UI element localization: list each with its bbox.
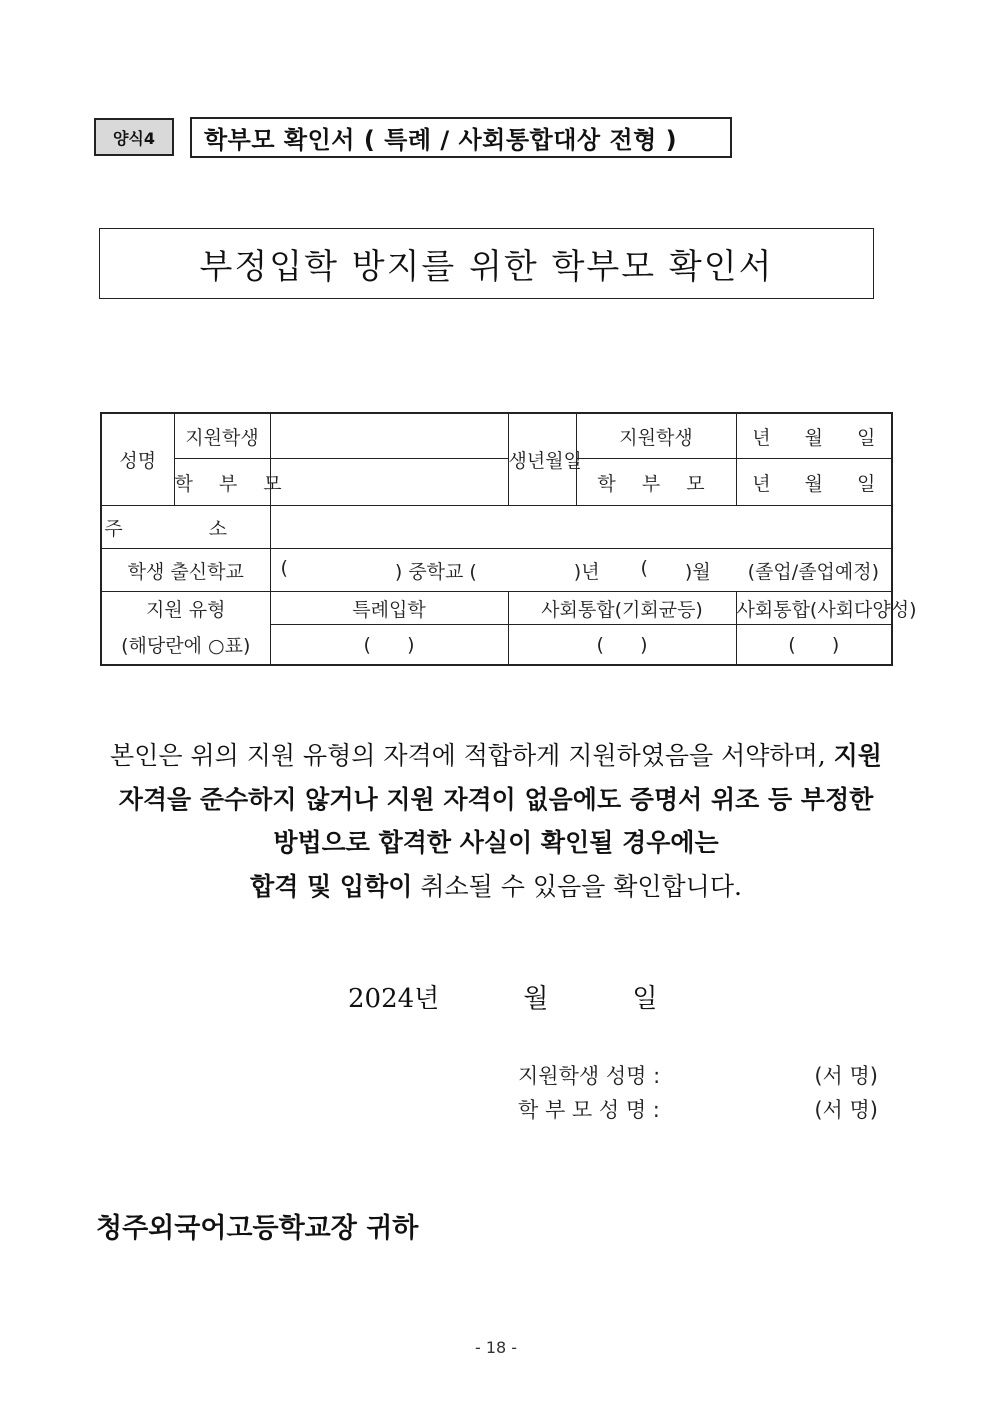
birth-parent-label: 학 부 모 xyxy=(576,459,736,506)
date-year: 2024년 xyxy=(348,984,440,1014)
table-row xyxy=(101,549,892,592)
birth-label: 생년월일 xyxy=(508,413,576,506)
parent-signature-field[interactable]: (서 명) xyxy=(814,1098,878,1122)
school-open-paren: ( xyxy=(280,556,288,579)
pledge-line-4: 합격 및 입학이 취소될 수 있음을 확인합니다. xyxy=(250,871,742,901)
application-type-hint: (해당란에 ○표) xyxy=(121,635,251,657)
type-mark-social-diversity[interactable]: ( ) xyxy=(736,625,892,665)
pledge-line-3: 방법으로 합격한 사실이 확인될 경우에는 xyxy=(273,828,719,857)
applicant-birth-field[interactable] xyxy=(736,413,892,459)
applicant-signature-line xyxy=(518,1060,878,1090)
graduation-month-label: )월 xyxy=(684,560,711,583)
date-day: 일 xyxy=(632,984,658,1014)
parent-signature-line xyxy=(518,1094,878,1124)
type-mark-equal-opportunity[interactable]: ( ) xyxy=(508,625,736,665)
name-label: 성명 xyxy=(101,413,174,506)
table-row xyxy=(101,413,892,459)
application-type-label xyxy=(101,592,270,666)
form-number-tag: 양식4 xyxy=(94,118,174,156)
school-label: 학생 출신학교 xyxy=(101,549,270,592)
addressee: 청주외국어고등학교장 귀하 xyxy=(96,1213,419,1244)
pledge-line-2: 자격을 준수하지 않거나 지원 자격이 없음에도 증명서 위조 등 부정한 xyxy=(118,784,874,814)
graduation-month-open: ( xyxy=(640,556,648,579)
address-label: 주 소 xyxy=(101,506,270,549)
graduation-status-label: (졸업/졸업예정) xyxy=(747,560,879,583)
page-number: - 18 - xyxy=(474,1338,518,1357)
type-option-special: 특례입학 xyxy=(270,592,508,625)
pledge-line-1: 본인은 위의 지원 유형의 자격에 적합하게 지원하였음을 서약하며, 지원 xyxy=(110,741,882,770)
signing-date xyxy=(348,978,658,1015)
table-row xyxy=(101,506,892,549)
pledge-statement xyxy=(80,734,912,908)
school-field[interactable] xyxy=(270,549,892,592)
applicant-signature-label: 지원학생 성명 : xyxy=(518,1064,661,1088)
applicant-signature-field[interactable]: (서 명) xyxy=(814,1064,878,1088)
graduation-year-label: )년 xyxy=(573,560,600,583)
day-label: 일 xyxy=(856,472,876,495)
table-row xyxy=(101,592,892,625)
middle-school-label: ) 중학교 ( xyxy=(394,560,477,583)
date-month: 월 xyxy=(523,984,549,1014)
parent-name-field[interactable] xyxy=(270,459,508,506)
day-label: 일 xyxy=(856,426,876,449)
type-option-social-diversity: 사회통합(사회다양성) xyxy=(736,592,892,625)
month-label: 월 xyxy=(804,472,823,495)
applicant-info-table xyxy=(100,412,917,666)
applicant-name-label: 지원학생 xyxy=(174,413,270,459)
parent-name-label: 학 부 모 xyxy=(174,459,270,506)
month-label: 월 xyxy=(804,426,823,449)
form-heading: 학부모 확인서 ( 특례 / 사회통합대상 전형 ) xyxy=(190,117,732,158)
table-row xyxy=(101,459,892,506)
parent-signature-label: 학 부 모 성 명 : xyxy=(518,1098,660,1122)
birth-applicant-label: 지원학생 xyxy=(576,413,736,459)
parent-birth-field[interactable] xyxy=(736,459,892,506)
year-label: 년 xyxy=(752,472,771,495)
address-field[interactable] xyxy=(270,506,892,549)
year-label: 년 xyxy=(752,426,771,449)
type-mark-special[interactable]: ( ) xyxy=(270,625,508,665)
document-title: 부정입학 방지를 위한 학부모 확인서 xyxy=(99,228,874,299)
applicant-name-field[interactable] xyxy=(270,413,508,459)
type-option-equal-opportunity: 사회통합(기회균등) xyxy=(508,592,736,625)
application-type-title: 지원 유형 xyxy=(146,599,226,621)
